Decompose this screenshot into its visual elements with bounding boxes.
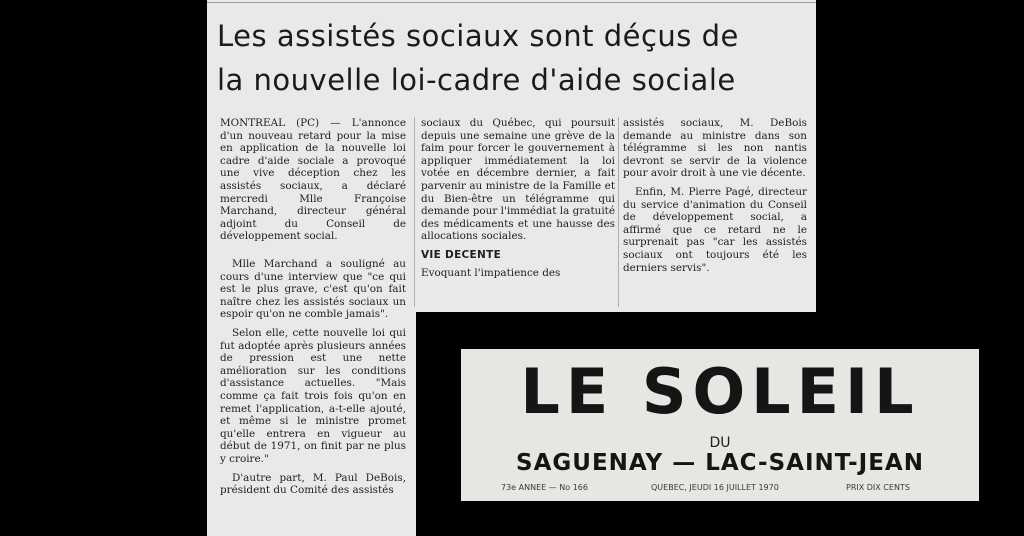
col2-paragraph-1: sociaux du Québec, qui poursuit depuis une semaine une grève de la faim pour forcer le gouvernement à appliquer immédiatement la loi votée en décembre dernier, a fait parvenir au ministre de la Famille et du Bien-être un télégramme qui demande pour l'immédiat la gratuité des médicaments et une hausse des allocations sociales. bbox=[421, 117, 615, 243]
masthead-du: DU bbox=[709, 435, 731, 451]
masthead-edition: 73e ANNEE — No 166 bbox=[501, 483, 588, 492]
column-divider bbox=[414, 117, 415, 307]
col2-paragraph-2: Evoquant l'impatience des bbox=[421, 266, 561, 279]
article-clipping-continued bbox=[207, 258, 416, 536]
col3-paragraph-2: Enfin, M. Pierre Pagé, directeur du service d'animation du Conseil de développement social, a affirmé que ce retard ne le surprenait pas "car les assistés sociaux ont toujours été les derniers servis". bbox=[623, 185, 807, 274]
article-column-1 bbox=[220, 117, 406, 249]
col1-paragraph-2: Mlle Marchand a souligné au cours d'une interview que "ce qui est le plus grave, c'est qu'on fait naître chez les assistés sociaux un espoir qu'on ne comble jamais". bbox=[220, 258, 406, 321]
masthead-title: LE SOLEIL bbox=[520, 355, 920, 428]
article-column-1-continued bbox=[220, 258, 406, 503]
dateline: MONTREAL (PC) — bbox=[220, 117, 341, 129]
subheading: VIE DECENTE bbox=[421, 248, 502, 261]
article-column-3 bbox=[623, 117, 807, 280]
column-divider bbox=[618, 117, 619, 307]
col1-paragraph-1: L'annonce d'un nouveau retard pour la mise en application de la nouvelle loi cadre d'aide sociale a provoqué une vive déception chez les assistés sociaux, a déclaré mercredi Mlle Françoise Marchand, directeur général adjoint du Conseil de développement social. bbox=[220, 117, 406, 243]
col1-paragraph-4: D'autre part, M. Paul DeBois, président du Comité des assistés bbox=[220, 471, 406, 497]
newspaper-masthead bbox=[461, 349, 979, 501]
masthead-price: PRIX DIX CENTS bbox=[846, 483, 910, 492]
headline-line-1: Les assistés sociaux sont déçus de bbox=[217, 19, 739, 53]
col1-paragraph-3: Selon elle, cette nouvelle loi qui fut adoptée après plusieurs années de pression est une nette amélioration sur les conditions d'assistance actuelles. "Mais comme ça fait trois fois qu'on en remet l'application, a-t-elle ajouté, et même si le ministre promet qu'elle entrera en vigueur au début de 1971, on finit par ne plus y croire." bbox=[220, 326, 406, 465]
masthead-date: QUEBEC, JEUDI 16 JUILLET 1970 bbox=[651, 483, 779, 492]
headline-line-2: la nouvelle loi-cadre d'aide sociale bbox=[217, 63, 736, 97]
masthead-region: SAGUENAY — LAC-SAINT-JEAN bbox=[516, 450, 924, 476]
top-rule bbox=[207, 2, 816, 3]
article-column-2 bbox=[421, 117, 615, 285]
article-headline bbox=[217, 14, 807, 102]
col3-paragraph-1: assistés sociaux, M. DeBois demande au ministre dans son télégramme si les non nantis devront se servir de la violence pour avoir droit à une vie décente. bbox=[623, 117, 807, 180]
